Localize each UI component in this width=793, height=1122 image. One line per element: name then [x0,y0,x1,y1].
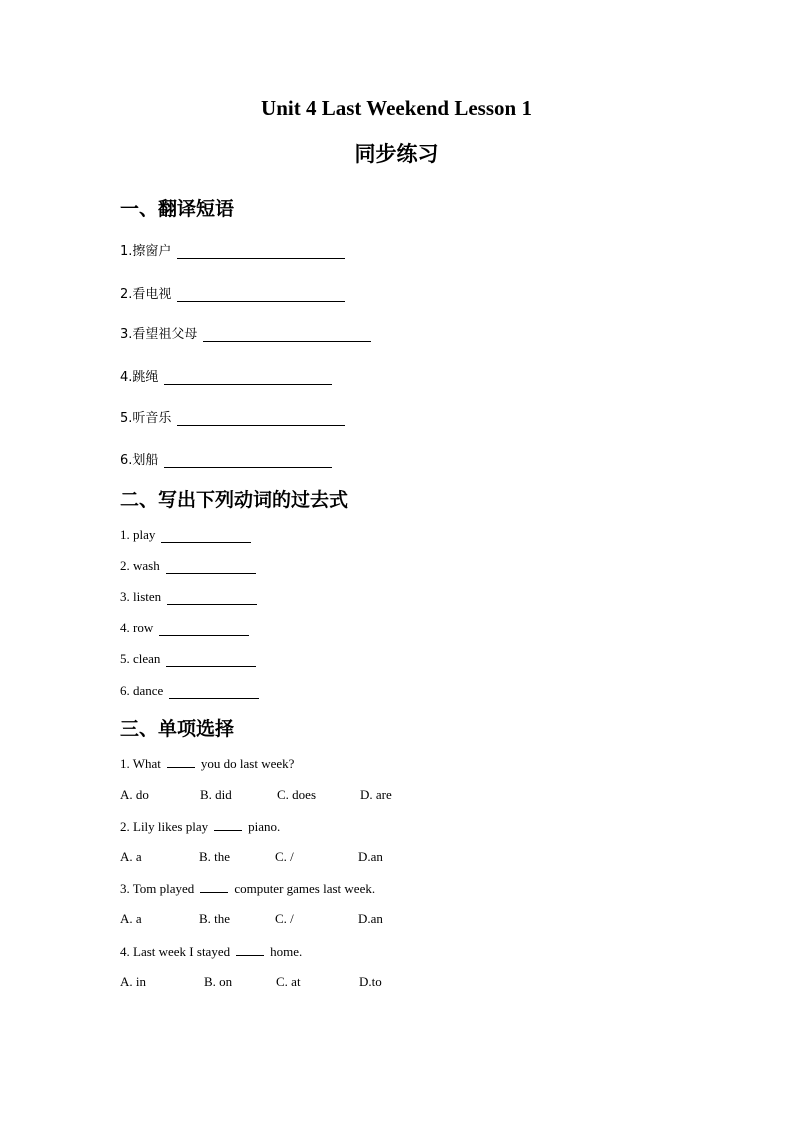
question-text-after: you do last week? [200,756,295,771]
answer-blank[interactable] [200,880,228,893]
translate-item [120,240,345,259]
translate-item [120,283,345,302]
answer-blank[interactable] [236,943,264,956]
question [120,818,280,835]
verb-item [120,589,257,605]
option-b[interactable]: B. on [204,974,233,989]
answer-blank[interactable] [177,244,345,259]
answer-blank[interactable] [161,528,251,543]
question [120,755,294,772]
options-row [120,787,440,803]
page-title: Unit 4 Last Weekend Lesson 1 [261,96,532,120]
answer-blank[interactable] [159,621,249,636]
verb-item-label: 3. listen [120,589,162,604]
option-d[interactable]: D.an [358,849,383,864]
question-text-after: computer games last week. [234,881,376,896]
section-heading-multiple-choice: 三、单项选择 [120,718,235,740]
answer-blank[interactable] [169,684,259,699]
answer-blank[interactable] [167,755,195,768]
option-b[interactable]: B. the [199,911,231,926]
translate-item-label: 4.跳绳 [120,370,159,385]
answer-blank[interactable] [203,327,371,342]
translate-item [120,407,345,426]
option-d[interactable]: D.to [359,974,382,989]
options-row [120,911,440,927]
option-a[interactable]: A. a [120,849,142,864]
page-subtitle: 同步练习 [354,142,439,166]
question-text-before: 4. Last week I stayed [120,944,231,959]
verb-item [120,683,259,699]
verb-item [120,620,249,636]
translate-item-label: 5.听音乐 [120,411,172,426]
translate-item-label: 2.看电视 [120,287,172,302]
answer-blank[interactable] [164,453,332,468]
verb-item-label: 1. play [120,527,156,542]
translate-item [120,366,332,385]
question [120,943,302,960]
answer-blank[interactable] [167,590,257,605]
verb-item [120,527,251,543]
answer-blank[interactable] [166,559,256,574]
translate-item [120,449,332,468]
question-text-before: 2. Lily likes play [120,819,209,834]
option-c[interactable]: C. / [275,849,294,864]
option-c[interactable]: C. at [276,974,301,989]
verb-item-label: 4. row [120,620,154,635]
answer-blank[interactable] [166,652,256,667]
verb-item [120,651,256,667]
verb-item-label: 6. dance [120,683,164,698]
option-b[interactable]: B. the [199,849,231,864]
answer-blank[interactable] [214,818,242,831]
translate-item-label: 6.划船 [120,453,159,468]
section-heading-translate: 一、翻译短语 [120,198,235,220]
verb-item [120,558,256,574]
option-a[interactable]: A. a [120,911,142,926]
options-row [120,974,440,990]
answer-blank[interactable] [164,370,332,385]
option-a[interactable]: A. in [120,974,146,989]
translate-item [120,323,371,342]
option-d[interactable]: D. are [360,787,392,802]
question-text-before: 3. Tom played [120,881,195,896]
verb-item-label: 2. wash [120,558,160,573]
translate-item-label: 3.看望祖父母 [120,327,198,342]
question-text-before: 1. What [120,756,161,771]
answer-blank[interactable] [177,287,345,302]
option-c[interactable]: C. does [277,787,316,802]
question [120,880,375,897]
option-a[interactable]: A. do [120,787,149,802]
section-heading-past-tense: 二、写出下列动词的过去式 [120,489,349,511]
answer-blank[interactable] [177,411,345,426]
option-b[interactable]: B. did [200,787,232,802]
options-row [120,849,440,865]
verb-item-label: 5. clean [120,651,161,666]
question-text-after: piano. [248,819,281,834]
option-d[interactable]: D.an [358,911,383,926]
option-c[interactable]: C. / [275,911,294,926]
question-text-after: home. [270,944,303,959]
translate-item-label: 1.擦窗户 [120,244,172,259]
